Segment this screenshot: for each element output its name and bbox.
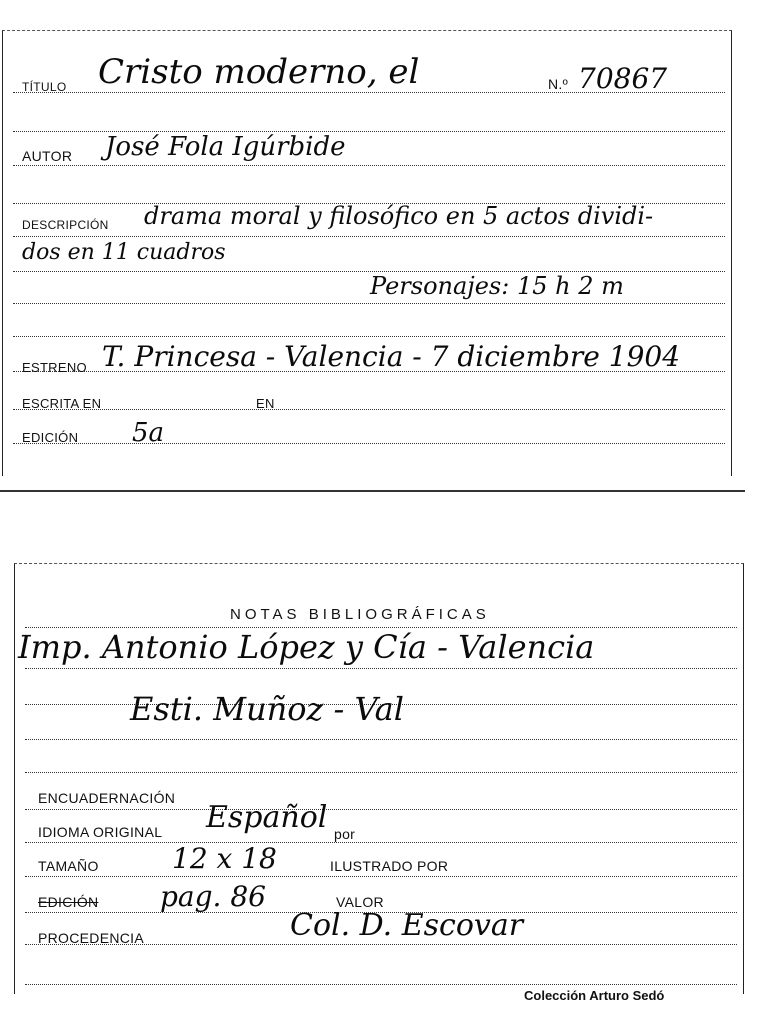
- rule-line: [13, 443, 725, 444]
- descripcion-line-3: Personajes: 15 h 2 m: [370, 272, 624, 300]
- notas-heading: NOTAS BIBLIOGRÁFICAS: [230, 606, 490, 623]
- rule-line: [25, 809, 737, 810]
- tamano-label: TAMAÑO: [38, 858, 99, 874]
- numero-value: 70867: [578, 62, 668, 95]
- rule-line: [25, 668, 737, 669]
- edicion-label: EDICIÓN: [22, 430, 79, 445]
- rule-line: [13, 236, 725, 237]
- rule-line: [25, 772, 737, 773]
- idioma-label: IDIOMA ORIGINAL: [38, 824, 163, 840]
- encuadernacion-label: ENCUADERNACIÓN: [38, 790, 176, 806]
- estreno-value: T. Princesa - Valencia - 7 diciembre 1904: [102, 340, 681, 373]
- en-label: EN: [256, 396, 275, 411]
- ilustrado-label: ILUSTRADO POR: [330, 858, 449, 874]
- descripcion-label: DESCRIPCIÓN: [22, 218, 109, 232]
- rule-line: [25, 842, 737, 843]
- rule-line: [13, 165, 725, 166]
- tamano-value: 12 x 18: [172, 842, 277, 875]
- valor-label: VALOR: [336, 894, 384, 910]
- descripcion-line-2: dos en 11 cuadros: [22, 240, 226, 265]
- collection-credit: Colección Arturo Sedó: [524, 988, 665, 1003]
- edicion-label-bottom: EDICIÓN: [38, 894, 99, 910]
- rule-line: [13, 409, 725, 410]
- notas-line-1: Imp. Antonio López y Cía - Valencia: [18, 628, 595, 666]
- descripcion-line-1: drama moral y filosófico en 5 actos dividi-: [144, 202, 654, 230]
- autor-value: José Fola Igúrbide: [105, 132, 346, 162]
- idioma-value: Español: [206, 800, 328, 835]
- autor-label: AUTOR: [22, 148, 73, 164]
- edicion-value-bottom: pag. 86: [160, 880, 266, 913]
- numero-label: N.º: [548, 76, 569, 92]
- rule-line: [13, 303, 725, 304]
- rule-line: [25, 739, 737, 740]
- titulo-label: TÍTULO: [22, 80, 67, 94]
- rule-line: [25, 984, 737, 985]
- procedencia-label: PROCEDENCIA: [38, 930, 144, 946]
- card-bottom-edge: [0, 490, 745, 492]
- rule-line: [13, 336, 725, 337]
- rule-line: [25, 876, 737, 877]
- procedencia-value: Col. D. Escovar: [290, 908, 524, 943]
- edicion-value: 5a: [132, 418, 165, 448]
- estreno-label: ESTRENO: [22, 360, 87, 375]
- por-label: por: [334, 826, 356, 842]
- titulo-value: Cristo moderno, el: [98, 52, 420, 92]
- notas-line-2: Esti. Muñoz - Val: [130, 690, 404, 728]
- escrita-label: ESCRITA EN: [22, 396, 102, 411]
